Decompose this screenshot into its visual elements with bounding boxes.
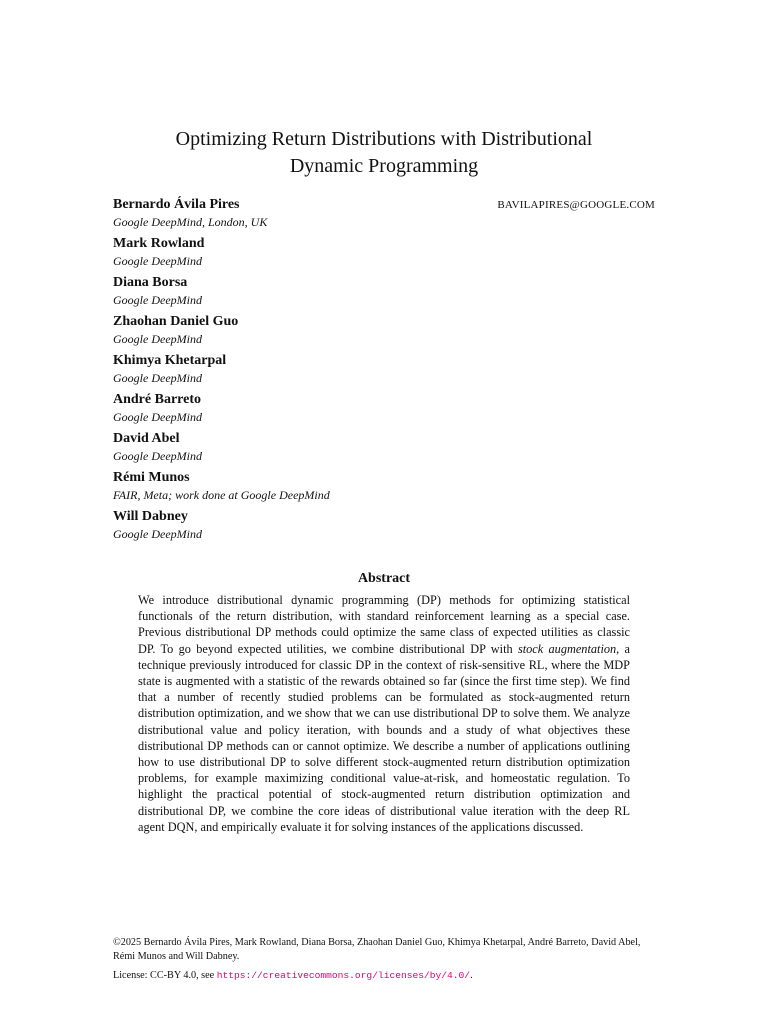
title-line-2: Dynamic Programming <box>289 155 479 177</box>
author-entry <box>113 235 673 269</box>
author-affiliation: FAIR, Meta; work done at Google DeepMind <box>113 488 330 502</box>
license-link[interactable]: https://creativecommons.org/licenses/by/4.0/ <box>216 970 471 981</box>
author-name: Diana Borsa <box>113 275 188 290</box>
author-name: André Barreto <box>113 392 201 407</box>
author-entry <box>113 430 673 464</box>
author-affiliation: Google DeepMind <box>113 293 202 307</box>
author-affiliation: Google DeepMind <box>113 254 202 268</box>
author-entry <box>113 352 673 386</box>
abstract-text <box>138 592 630 835</box>
author-name: Khimya Khetarpal <box>113 353 227 368</box>
footnote <box>113 936 658 989</box>
license-suffix: . <box>470 970 473 981</box>
author-entry <box>113 313 673 347</box>
author-affiliation: Google DeepMind <box>113 332 202 346</box>
title-line-1: Optimizing Return Distributions with Distributional <box>175 128 593 150</box>
abstract-emphasis: stock augmentation <box>517 641 617 656</box>
author-affiliation: Google DeepMind, London, UK <box>113 215 268 229</box>
author-affiliation: Google DeepMind <box>113 449 202 463</box>
abstract-text-part-2: , a technique previously introduced for classic DP in the context of risk-sensitive RL, where the MDP state is augmented with a statistic of the rewards obtained so far (since the first time step). We find that a number of recently studied problems can be formulated as stock-augmented return distribution optimization, and we show that we can use distributional DP to solve them. We analyze distributional value and policy iteration, with bounds and a study of what objectives these distributional DP methods can or cannot optimize. We describe a number of applications outlining how to use distributional DP to solve different stock-augmented return distribution optimization problems, for example maximizing conditional value-at-risk, and homeostatic regulation. To highlight the practical potential of stock-augmented return distribution optimization and distributional DP, we combine the core ideas of distributional value iteration with the deep RL agent DQN, and empirically evaluate it for solving instances of the applications discussed. <box>138 641 630 834</box>
author-entry <box>113 274 673 308</box>
author-list <box>113 196 673 547</box>
author-name: Rémi Munos <box>113 470 190 485</box>
license-prefix: License: CC-BY 4.0, see <box>113 970 217 981</box>
abstract-heading: Abstract <box>357 571 411 586</box>
author-affiliation: Google DeepMind <box>113 527 202 541</box>
author-entry <box>113 508 673 542</box>
author-name: Zhaohan Daniel Guo <box>113 314 239 329</box>
author-affiliation: Google DeepMind <box>113 410 202 424</box>
license-line <box>113 969 658 983</box>
abstract-text-part-1: We introduce distributional dynamic programming (DP) methods for optimizing statistical functionals of the return distribution, with standard reinforcement learning as a special case. Previous distributional DP methods could optimize the same class of expected utilities as classic DP. To go beyond expected utilities, we combine distributional DP with <box>138 593 630 656</box>
author-entry <box>113 469 673 503</box>
author-name: Bernardo Ávila Pires <box>113 197 240 212</box>
author-name: Mark Rowland <box>113 236 205 251</box>
author-entry <box>113 196 673 230</box>
author-email[interactable]: BAVILAPIRES@GOOGLE.COM <box>497 199 655 211</box>
paper-title <box>0 126 768 180</box>
author-affiliation: Google DeepMind <box>113 371 202 385</box>
author-entry <box>113 391 673 425</box>
copyright-notice: ©2025 Bernardo Ávila Pires, Mark Rowland, Diana Borsa, Zhaohan Daniel Guo, Khimya Khetarpal, André Barreto, David Abel, Rémi Munos and Will Dabney. <box>113 937 641 962</box>
author-name: Will Dabney <box>113 509 188 524</box>
author-name: David Abel <box>113 431 180 446</box>
